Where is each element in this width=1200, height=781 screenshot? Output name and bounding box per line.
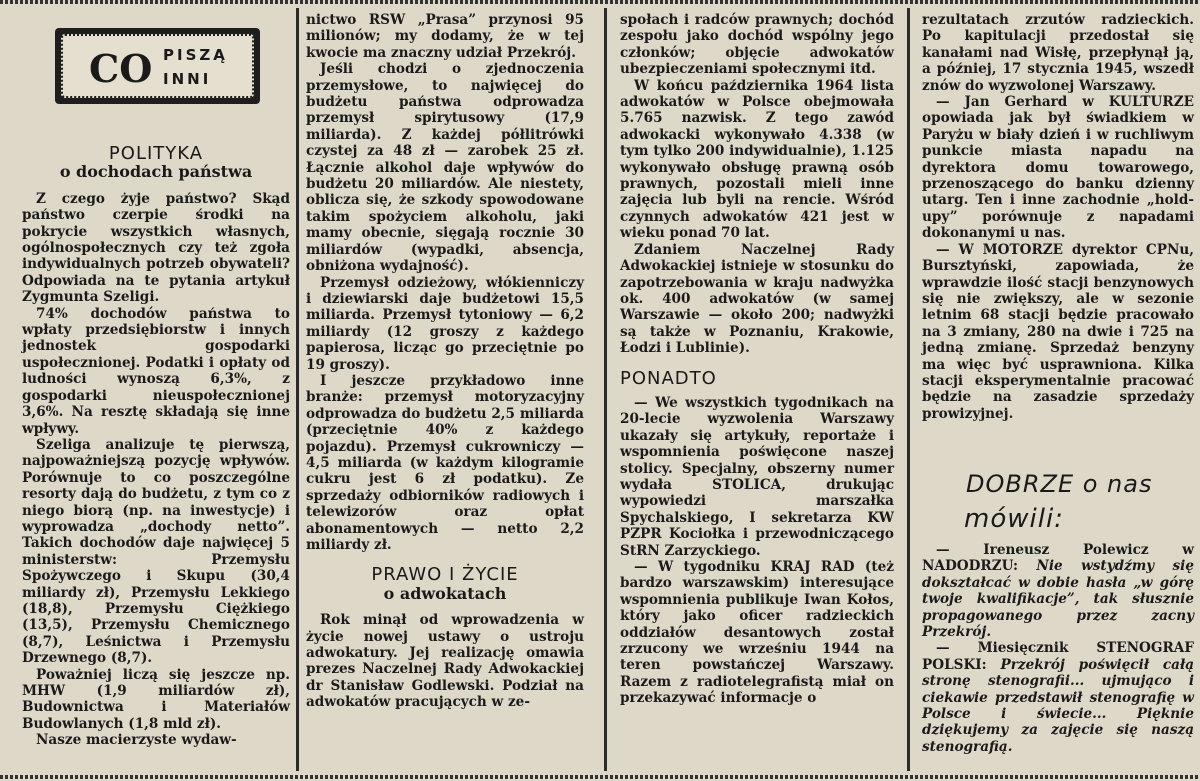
quote-1-text: Nie wstydźmy się dokształcać w dobie hasła „w górę twoje kwalifikacje”, tak słusznie propagowanego przez zacny Przekrój. bbox=[922, 558, 1194, 641]
paragraph: — We wszystkich tygodnikach na 20-lecie wyzwolenia Warszawy ukazały się artykuły, reportaże i wspomnienia poświęcone naszej stolicy. Specjalny, obszerny numer wydała STOLICA, drukując wypowiedzi marszałka Spychalskiego, I sekretarza KW PZPR Kociołka i przewodniczącego StRN Zarzyckiego. bbox=[620, 394, 894, 559]
logo-inni: INNI bbox=[163, 70, 212, 88]
paragraph: — W MOTORZE dyrektor CPNu, Bursztyński, zapowiada, że wprawdzie ilość stacji benzynowych się nie zwiększy, ale w sezonie letnim 68 stacji będzie pracowało na 3 zmiany, 280 na dwie i 725 na jedną zmianę. Sprzedaż benzyny ma więc być usprawniona. Kilka stacji eksperymentalnie pracować będzie na zasadzie sprzedaży prowizyjnej. bbox=[922, 241, 1194, 422]
paragraph: W końcu października 1964 lista adwokatów w Polsce obejmowała 5.765 nazwisk. Z tego zawód adwokacki wykonywało 4.338 (w tym tylko 200 indywidualnie), 1.125 wykonywało obsługę prawną osób prawnych, pozostali mieli inne zajęcia lub byli na rencie. Wśród czynnych adwokatów 421 jest w wieku ponad 70 lat. bbox=[620, 77, 894, 242]
paragraph: Szeliga analizuje tę pierwszą, najpoważniejszą pozycję wpływów. Porównuje to co poszczególne resorty dają do budżetu, z tym co z niego biorą (np. na inwestycje) i wyprowadza „dochody netto”. Takich dochodów daje najwięcej 5 ministerstw: Przemysłu Spożywczego i Skupu (30,4 miliardy zł), Przemysłu Lekkiego (18,8), Przemysłu Ciężkiego (13,5), Przemysłu Chemicznego (8,7), Leśnictwa i Przemysłu Drzewnego (8,7). bbox=[22, 436, 290, 667]
paragraph: Poważniej liczą się jeszcze np. MHW (1,9 miliardów zł), Budownictwa i Materiałów Budowlanych (1,8 mld zł). bbox=[22, 666, 290, 732]
section-subheading-dochody: o dochodach państwa bbox=[59, 162, 253, 182]
column-4-quotes bbox=[922, 542, 1194, 755]
paragraph: Przemysł odzieżowy, włókienniczy i dziewiarski daje budżetowi 15,5 miliarda. Przemysł tytoniowy — 6,2 miliardy (12 groszy z każdego papierosa, licząc go przeciętnie po 19 groszy). bbox=[306, 274, 584, 373]
paragraph: Jeśli chodzi o zjednoczenia przemysłowe, to najwięcej do budżetu państwa odprowadza przemysł spirytusowy (17,9 miliarda). Z każdej półlitrówki czystej za 48 zł — zarobek 25 zł. Łącznie alkohol daje wpływów do budżetu 20 miliardów. Ale niestety, oblicza się, że szkody spowodowane takim spożyciem alkoholu, jaki mamy obecnie, sięgają rocznie 30 miliardów (wypadki, absencja, obniżona wydajność). bbox=[306, 61, 584, 275]
bottom-border bbox=[0, 775, 1200, 779]
section-subheading-adwokaci: o adwokatach bbox=[383, 583, 507, 603]
section-heading-ponadto: PONADTO bbox=[620, 367, 717, 389]
quote-1-lead: — Ireneusz Polewicz w NADODRZU: bbox=[922, 542, 1194, 575]
logo-co: CO bbox=[89, 46, 153, 91]
paragraph: Z czego żyje państwo? Skąd państwo czerpie środki na pokrycie wszystkich własnych, ogólnospołecznych czy też zgoła indywidualnych potrzeb obywateli? Odpowiada na te pytania artykuł Zygmunta Szeligi. bbox=[22, 190, 290, 306]
paragraph: rezultatach zrzutów radzieckich. Po kapitulacji przedostał się kanałami nad Wisłę, przepłynął ją, a później, 17 stycznia 1945, wszedł znów do wyzwolonej Warszawy. bbox=[922, 12, 1194, 94]
quote-2 bbox=[922, 640, 1194, 755]
column-rule-3 bbox=[907, 8, 910, 771]
quote-2-lead: — Miesięcznik STENOGRAF POLSKI: bbox=[922, 640, 1194, 673]
column-rule-2 bbox=[604, 8, 607, 771]
paragraph: — Jan Gerhard w KULTURZE opowiada jak był świadkiem w Paryżu w biały dzień i w ruchliwym punkcie miasta napadu na dyrektora domu towarowego, przenoszącego do banku dzienny utarg. Ten i inne zachodnie „hold-upy” porównuje z napadami dokonanymi u nas. bbox=[922, 94, 1194, 242]
logo-pisza: PISZĄ bbox=[163, 46, 228, 64]
section-heading-polityka: POLITYKA bbox=[108, 143, 204, 164]
paragraph: społach i radców prawnych; dochód zespołu jako dochód wspólny jego członków; objęcie adwokatów ubezpieczeniami społecznymi itd. bbox=[620, 12, 894, 78]
top-border bbox=[0, 0, 1200, 4]
dobrze-line-1: DOBRZE o nas bbox=[966, 470, 1153, 498]
column-4 bbox=[922, 12, 1194, 422]
section-heading-prawo: PRAWO I ŻYCIE bbox=[371, 564, 519, 586]
dobrze-line-2: mówili: bbox=[964, 504, 1064, 534]
co-pisza-inni-logo bbox=[55, 28, 260, 104]
paragraph: nictwo RSW „Prasa” przynosi 95 milionów; my dodamy, że w tej kwocie ma znaczny udział Przekrój. bbox=[306, 12, 584, 61]
quote-1 bbox=[922, 542, 1194, 640]
quote-2-text: Przekrój poświęcił całą stronę stenografii... ujmująco i ciekawie przedstawił stenografię w Polsce i świecie... Pięknie dziękujemy za zajęcie się naszą stenografią. bbox=[922, 656, 1195, 755]
column-1 bbox=[22, 143, 290, 749]
column-2 bbox=[306, 12, 584, 711]
paragraph: Nasze macierzyste wydaw- bbox=[36, 732, 237, 749]
dobrze-o-nas-heading bbox=[958, 470, 1158, 540]
paragraph: — W tygodniku KRAJ RAD (też bardzo warszawskim) interesujące wspomnienia publikuje Iwan Kołos, który jako oficer radzieckich oddziałów desantowych został zrzucony we wrześniu 1944 na teren powstańczej Warszawy. Razem z radiotelegrafistą miał on przekazywać informacje o bbox=[620, 559, 894, 707]
column-3 bbox=[620, 12, 894, 707]
paragraph: Zdaniem Naczelnej Rady Adwokackiej istnieje w stosunku do zapotrzebowania w kraju nadwyżka ok. 400 adwokatów (w samej Warszawie — około 200; nadwyżki są także w Poznaniu, Krakowie, Łodzi i Lublinie). bbox=[620, 241, 894, 357]
paragraph: I jeszcze przykładowo inne branże: przemysł motoryzacyjny odprowadza do budżetu 2,5 miliarda (przeciętnie 40% z każdego pojazdu). Przemysł cukrowniczy — 4,5 miliarda (w każdym kilogramie cukru jest 6 zł podatku). Ze sprzedaży odbiorników radiowych i telewizorów oraz opłat abonamentowych — netto 2,2 miliardy zł. bbox=[306, 372, 584, 553]
column-rule-1 bbox=[296, 8, 299, 771]
paragraph: 74% dochodów państwa to wpłaty przedsiębiorstw i innych jednostek gospodarki uspołecznionej. Podatki i opłaty od ludności wynoszą 6,3%, z gospodarki nieuspołecznionej 3,6%. Na resztę składają się inne wpływy. bbox=[22, 305, 290, 437]
paragraph: Rok minął od wprowadzenia w życie nowej ustawy o ustroju adwokatury. Jej realizację omawia prezes Naczelnej Rady Adwokackiej dr Stanisław Godlewski. Podział na adwokatów pracujących w ze- bbox=[306, 612, 584, 711]
